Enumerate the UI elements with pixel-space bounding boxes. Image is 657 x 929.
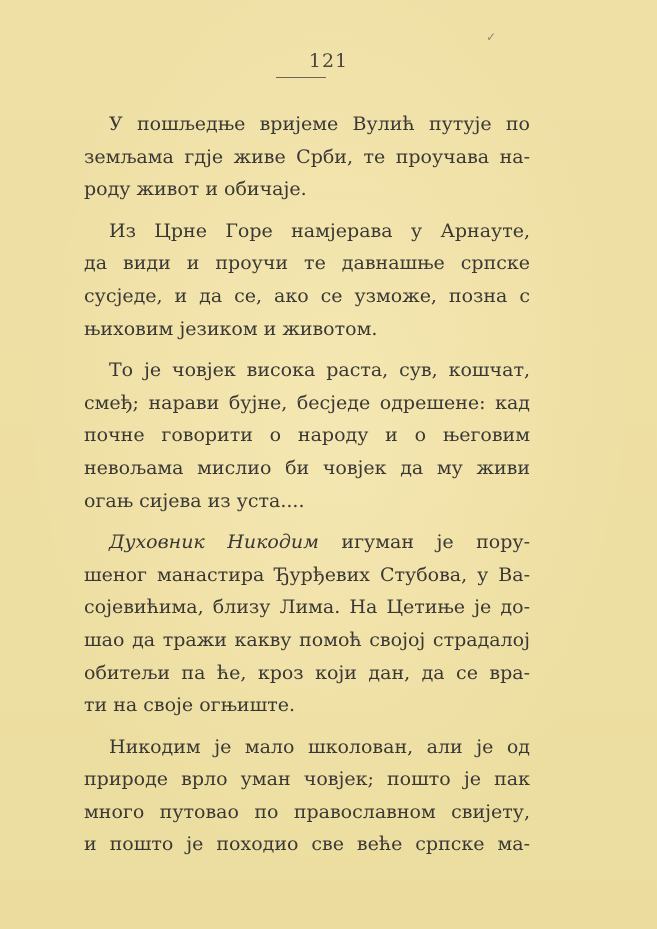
text-line: земљама гдје живе Срби, те проучава на-	[84, 145, 530, 168]
text-line: Из Црне Горе намјерава у Арнауте,	[109, 219, 530, 242]
pencil-mark: ✓	[486, 30, 497, 44]
text-line: обитељи па ће, кроз који дан, да се вра-	[84, 661, 530, 684]
text-line: сојевићима, близу Лима. На Цетиње је до-	[84, 596, 530, 619]
page-number: 121	[308, 50, 349, 72]
text-line: огањ сијева из уста....	[84, 489, 305, 512]
text-line: То је човјек висока раста, сув, кошчат,	[109, 359, 530, 382]
text-line: почне говорити о народу и о његовим	[84, 424, 530, 447]
text-line: шао да тражи какву помоћ својој страдалој	[84, 628, 530, 651]
text-line: Никодим је мало школован, али је од	[109, 735, 530, 758]
text-line: природе врло уман човјек; пошто је пак	[84, 768, 530, 791]
paragraph-1	[84, 108, 530, 206]
paragraph-5	[84, 731, 530, 861]
text-line: смеђ; нарави бујне, бесједе одрешене: кад	[84, 391, 530, 414]
paragraph-3	[84, 354, 530, 517]
text-line: да види и проучи те давнашње српске	[84, 252, 530, 275]
text-line: шеног манастира Ђурђевих Стубова, у Ва-	[84, 563, 530, 586]
text-line: роду живот и обичаје.	[84, 178, 307, 201]
text-line	[84, 526, 530, 559]
text-line: У пошљедње вријеме Вулић путује по	[109, 113, 530, 135]
body-text	[84, 108, 530, 870]
text-line: много путовао по православном свијету,	[84, 800, 530, 823]
page-number-rule	[276, 77, 326, 78]
text-line: ти на своје огњиште.	[84, 694, 296, 717]
paragraph-4	[84, 526, 530, 722]
text-line: њиховим језиком и животом.	[84, 317, 378, 340]
text-line: сусједе, и да се, ако се узможе, позна с	[84, 284, 530, 307]
text-fragment: игуман је пору-	[318, 531, 531, 554]
italic-name: Духовник Никодим	[109, 531, 319, 554]
paragraph-2	[84, 215, 530, 345]
text-line: и пошто је походио све веће српске ма-	[84, 833, 530, 856]
text-line: невољама мислио би човјек да му живи	[84, 456, 530, 479]
